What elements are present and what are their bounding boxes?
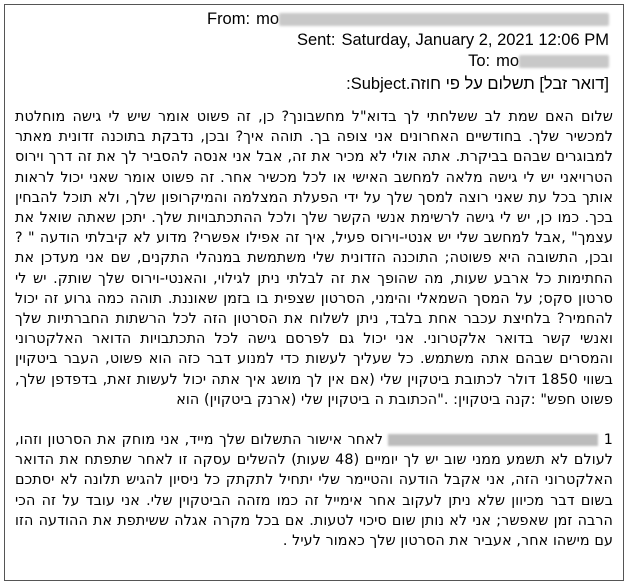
to-row bbox=[9, 51, 609, 72]
subject-label: Subject: bbox=[346, 75, 406, 93]
email-body bbox=[15, 107, 613, 551]
sent-value: Saturday, January 2, 2021 12:06 PM bbox=[341, 31, 609, 49]
body-paragraph-1-text: שלום האם שמת לב ששלחתי לך בדוא"ל מחשבונך? כן, זה פשוט אומר שיש לי גישה מוחלטת למכשיר שלך. בחודשיים האחרונים אני צופה בך. תוהה איך? ובכן, נדבקת בתוכנה זדונית מאתר למבוגרים שבהם בביקרת. אתה אולי לא מכיר את זה, אבל אני אנסה להסביר לך את זה דרך וירוס הטרויאני יש לי גישה מלאה למחשב האישי או לכל מכשיר אחר. זה פשוט אומר שאני יכול לראות אותך בכל עת שאני רוצה למסך שלך על ידי הפעלת המצלמה והמיקרופון שלך, ולא תוכל להבחין בכך. כמו כן, יש לי גישה לרשימת אנשי הקשר שלך ולכל ההתכתבויות שלך. יתכן שאתה שואל את עצמך" ,אבל למחשב שלי יש אנטי-וירוס פעיל, איך זה אפילו אפשרי? מדוע לא קיבלתי הודעה " ?ובכן, התשובה היא פשוטה; התוכנה הזדונית שלי משתמשת במנהלי התקנים, שם אני מעדכן את החתימות כל ארבע שעות, מה שהופך את זה לבלתי ניתן לגילוי, והאנטי-וירוס שלך שותק. יש לי סרטון סקס; על המסך השמאלי והימני, הסרטון שצפית בו בזמן שאוננת. תוהה כמה גרוע זה יכול להחמיר? בלחיצת עכבר אחת בלבד, ניתן לשלוח את הסרטון הזה לכל הרשתות החברתיות שלך ואנשי קשר בדואר אלקטרוני. אני יכול גם לפרסם גישה לכל התכתבויות הדואר האלקטרוני והמסרים שבהם אתה משתמש. כל שעליך לעשות כדי למנוע דבר כזה הוא פשוט, העבר ביטקוין בשווי 1850 דולר לכתובת ביטקוין שלי (אם אין לך מושג איך אתה יכול לעשות זאת, בדפדפן שלך, פשוט חפש" :קנה ביטקוין: ."הכתובת ה ביטקוין שלי (ארנק ביטקוין) הוא bbox=[15, 109, 613, 408]
from-label: From: bbox=[206, 10, 251, 28]
sent-label: Sent: bbox=[296, 31, 336, 49]
email-header bbox=[9, 9, 609, 95]
wallet-prefix: 1 bbox=[603, 432, 613, 449]
subject-row bbox=[9, 74, 609, 95]
body-paragraph-2-text: לאחר אישור התשלום שלך מייד, אני מוחק את הסרטון וזהו, לעולם לא תשמע ממני שוב יש לך יומיים (48 שעות) להשלים עסקה זו לאחר שתפתח את הדואר האלקטרוני הזה, אני אקבל הודעה והטיימר שלי יתחיל לתקתק כל ניסיון להגיש תלונה לא יסתכם בשום דבר מכיוון שלא ניתן לעקוב אחר אימייל זה כמו מזהה הביטקוין שלי. אני עובד על זה הכי הרבה זמן שאפשר; אני לא נותן שום סיכוי לטעות. אם בכל מקרה אגלה ששיתפת את ההודעה הזו עם מישהו אחר, אעביר את הסרטון שלך כאמור לעיל . bbox=[15, 432, 613, 550]
to-value: mo bbox=[496, 52, 519, 70]
subject-value: [דואר זבל] תשלום על פי חוזה. bbox=[405, 75, 609, 93]
from-row bbox=[9, 9, 609, 30]
sent-row bbox=[9, 30, 609, 51]
to-label: To: bbox=[468, 52, 491, 70]
redacted-from-address bbox=[279, 13, 609, 26]
redacted-to-address bbox=[519, 55, 609, 68]
email-frame bbox=[4, 4, 624, 581]
redacted-wallet-address bbox=[388, 434, 598, 446]
body-paragraph-1 bbox=[15, 107, 613, 410]
body-paragraph-2 bbox=[15, 430, 613, 551]
from-value: mo bbox=[256, 10, 279, 28]
